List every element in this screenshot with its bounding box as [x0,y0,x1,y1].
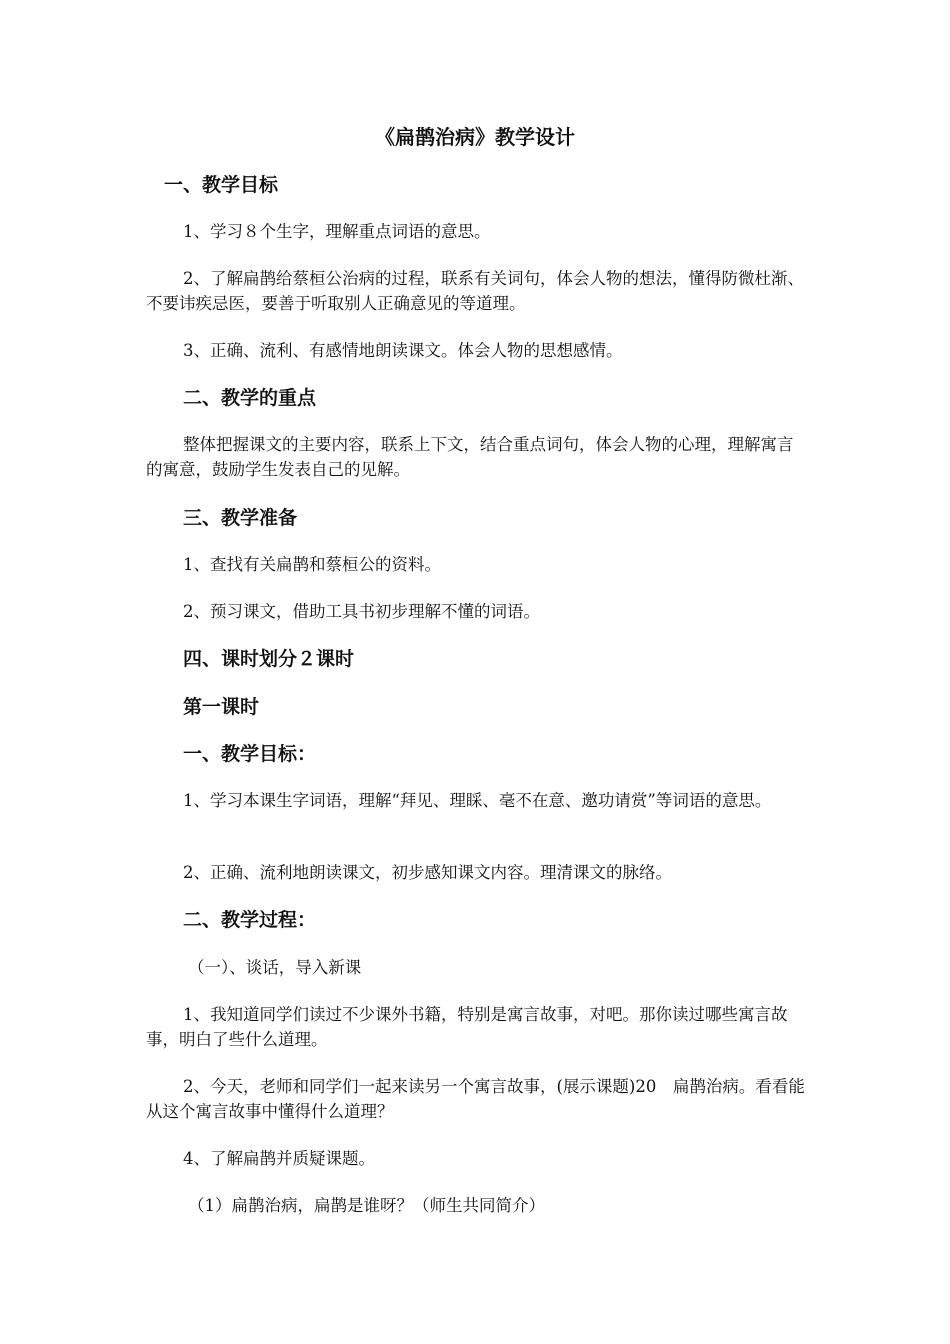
section-heading-focus: 二、教学的重点 [183,387,317,409]
lesson-one-goals-heading: 一、教学目标： [183,743,317,765]
section-heading-goals: 一、教学目标 [164,174,279,196]
focus-paragraph: 整体把握课文的主要内容，联系上下文，结合重点词句，体会人物的心理，理解寓言的寓意，鼓励学生发表自己的见解。 [146,435,794,479]
section-heading-preparation: 三、教学准备 [183,507,298,529]
goal-item-3: 3、正确、流利、有感情地朗读课文。体会人物的思想感情。 [183,341,623,360]
goal-item-1: 1、学习８个生字，理解重点词语的意思。 [183,222,491,241]
lesson-one-goal-1: 1、学习本课生字词语，理解“拜见、理睬、毫不在意、邀功请赏”等词语的意思。 [183,791,772,810]
step-one-paragraph-2: 2、今天，老师和同学们一起来读另一个寓言故事，(展示课题)20 扁鹊治病。看看能从这个寓言故事中懂得什么道理？ [146,1077,805,1121]
prep-item-2: 2、预习课文，借助工具书初步理解不懂的词语。 [183,602,540,621]
process-heading: 二、教学过程： [183,909,317,931]
lesson-one-goal-2: 2、正确、流利地朗读课文，初步感知课文内容。理清课文的脉络。 [183,863,672,882]
goal-item-2: 2、了解扁鹊给蔡桓公治病的过程，联系有关词句，体会人物的想法，懂得防微杜渐、不要讳疾忌医，要善于听取别人正确意见的等道理。 [146,269,804,313]
section-heading-schedule: 四、课时划分２课时 [183,648,355,670]
prep-item-1: 1、查找有关扁鹊和蔡桓公的资料。 [183,555,441,574]
step-one-paragraph-4: 4、了解扁鹊并质疑课题。 [183,1149,375,1168]
step-one-heading: （一）、谈话，导入新课 [188,958,362,977]
document-title: 《扁鹊治病》教学设计 [375,125,575,149]
step-one-question-1: （1）扁鹊治病，扁鹊是谁呀？（师生共同简介） [188,1196,545,1215]
step-one-paragraph-1: 1、我知道同学们读过不少课外书籍，特别是寓言故事，对吧。那你读过哪些寓言故事，明白了些什么道理。 [146,1005,788,1049]
lesson-one-heading: 第一课时 [183,696,260,718]
